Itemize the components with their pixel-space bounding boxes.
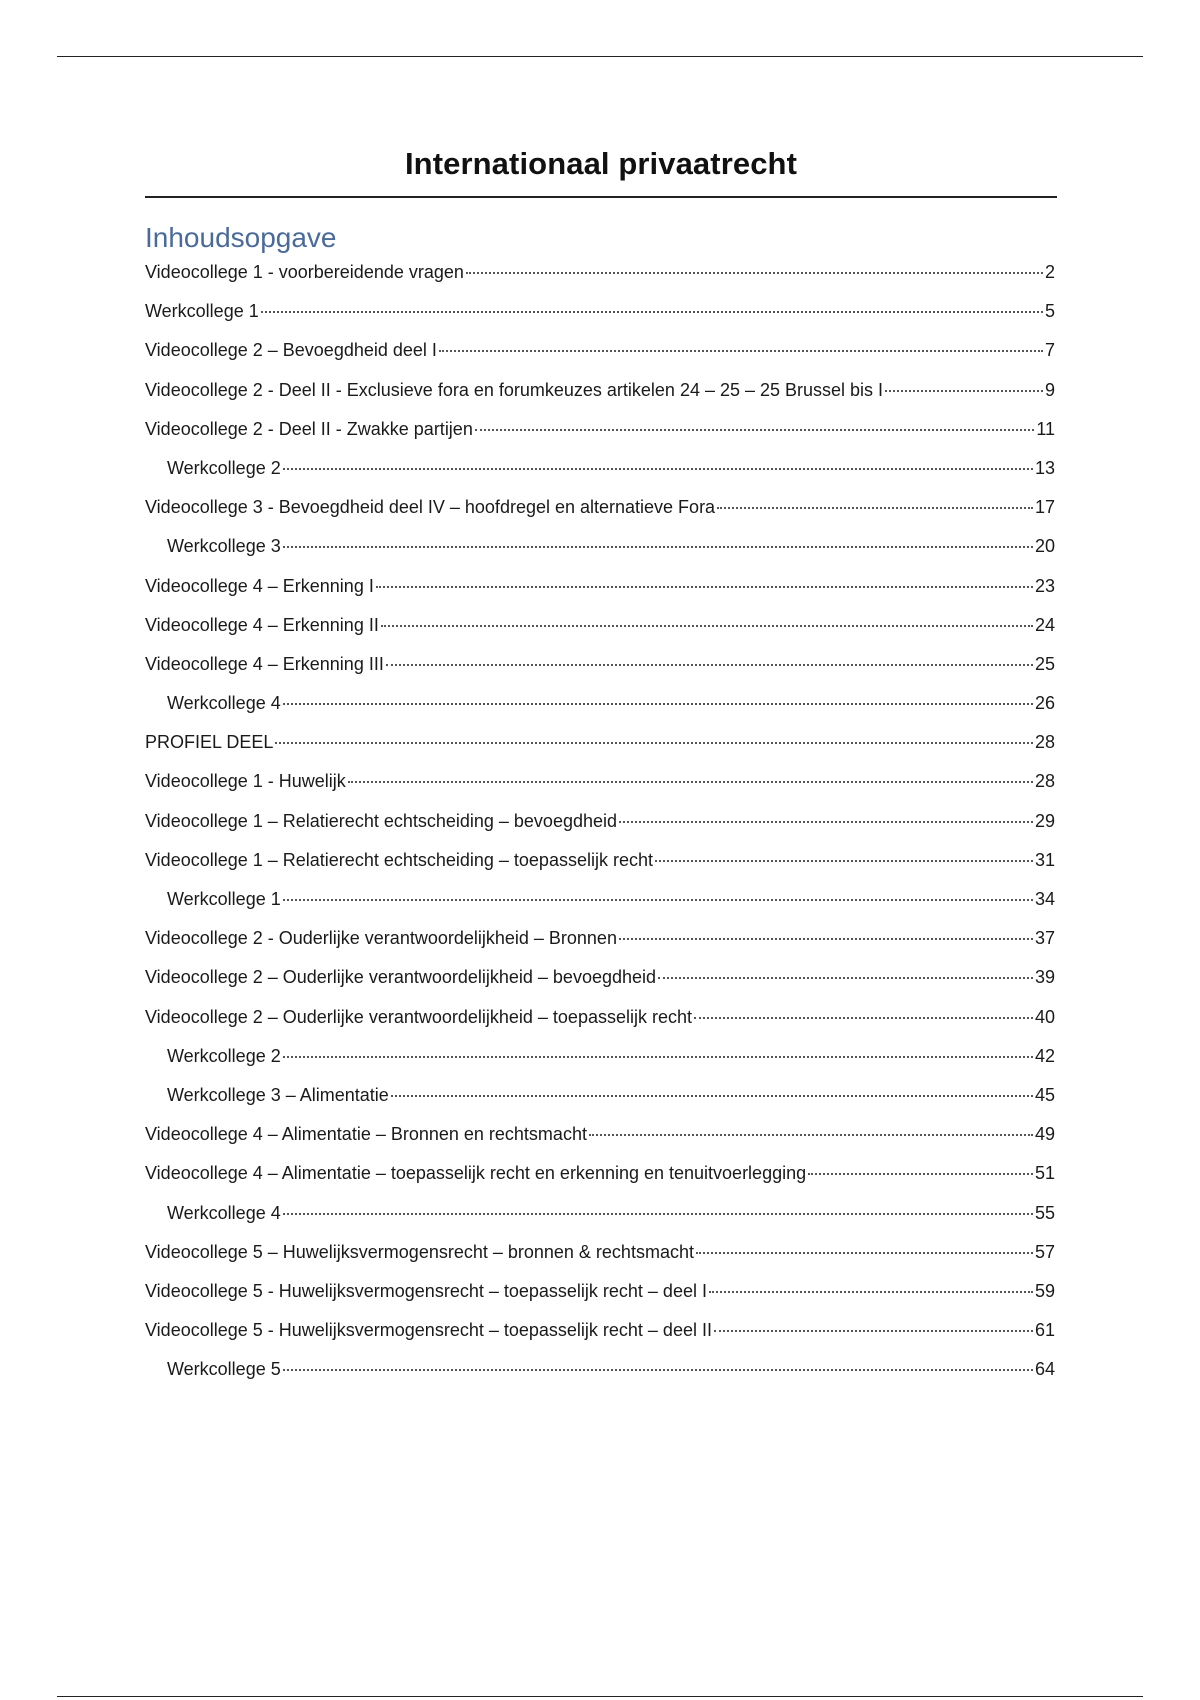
toc-entry[interactable] — [145, 811, 1055, 850]
table-of-contents — [145, 262, 1055, 1398]
toc-entry[interactable] — [145, 419, 1055, 458]
toc-entry-title: Videocollege 4 – Erkenning I — [145, 575, 374, 596]
toc-entry-title: Werkcollege 4 — [167, 1202, 281, 1223]
toc-page-number: 39 — [1034, 967, 1055, 988]
toc-dot-leader — [466, 272, 1043, 274]
toc-entry[interactable] — [145, 771, 1055, 810]
toc-dot-leader — [808, 1173, 1033, 1175]
toc-entry[interactable] — [145, 1124, 1055, 1163]
toc-entry-title: Werkcollege 5 — [167, 1359, 281, 1380]
toc-dot-leader — [619, 938, 1033, 940]
toc-entry[interactable] — [145, 1046, 1055, 1085]
toc-entry[interactable] — [145, 889, 1055, 928]
toc-page-number: 45 — [1034, 1084, 1055, 1105]
toc-entry-title: Werkcollege 4 — [167, 693, 281, 714]
toc-entry[interactable] — [145, 693, 1055, 732]
toc-entry[interactable] — [145, 1007, 1055, 1046]
toc-entry[interactable] — [145, 732, 1055, 771]
toc-entry-title: Videocollege 2 – Ouderlijke verantwoordelijkheid – toepasselijk recht — [145, 1006, 692, 1027]
toc-dot-leader — [275, 742, 1033, 744]
toc-entry[interactable] — [145, 340, 1055, 379]
toc-entry-title: Videocollege 5 - Huwelijksvermogensrecht – toepasselijk recht – deel II — [145, 1320, 712, 1341]
toc-entry-title: Werkcollege 2 — [167, 457, 281, 478]
toc-dot-leader — [283, 703, 1033, 705]
toc-page-number: 28 — [1034, 771, 1055, 792]
toc-entry[interactable] — [145, 928, 1055, 967]
toc-page-number: 20 — [1034, 536, 1055, 557]
toc-page-number: 29 — [1034, 810, 1055, 831]
toc-page-number: 2 — [1044, 262, 1055, 282]
document-title: Internationaal privaatrecht — [404, 146, 798, 181]
toc-heading: Inhoudsopgave — [145, 222, 337, 253]
toc-page-number: 23 — [1034, 575, 1055, 596]
toc-entry[interactable] — [145, 576, 1055, 615]
toc-page-number: 49 — [1034, 1124, 1055, 1145]
toc-entry-title: Videocollege 1 - voorbereidende vragen — [145, 262, 464, 282]
toc-page-number: 26 — [1034, 693, 1055, 714]
toc-entry-title: Videocollege 2 - Deel II - Zwakke partijen — [145, 418, 473, 439]
toc-entry-title: Videocollege 3 - Bevoegdheid deel IV – hoofdregel en alternatieve Fora — [145, 497, 716, 518]
toc-entry-title: Videocollege 4 – Alimentatie – toepasselijk recht en erkenning en tenuitvoerlegging — [145, 1163, 807, 1184]
toc-page-number: 9 — [1044, 379, 1055, 400]
toc-dot-leader — [696, 1252, 1033, 1254]
toc-entry[interactable] — [145, 615, 1055, 654]
toc-dot-leader — [283, 1369, 1033, 1371]
toc-page-number: 37 — [1034, 928, 1055, 949]
toc-page-number: 64 — [1034, 1359, 1055, 1380]
toc-entry[interactable] — [145, 262, 1055, 301]
toc-dot-leader — [589, 1134, 1033, 1136]
toc-entry-title: Videocollege 4 – Erkenning II — [145, 614, 379, 635]
toc-entry[interactable] — [145, 1359, 1055, 1398]
toc-dot-leader — [717, 507, 1033, 509]
toc-entry[interactable] — [145, 1242, 1055, 1281]
toc-entry[interactable] — [145, 654, 1055, 693]
toc-page-number: 40 — [1034, 1006, 1055, 1027]
toc-entry[interactable] — [145, 1320, 1055, 1359]
toc-entry-title: Werkcollege 3 — [167, 536, 281, 557]
toc-entry-title: Videocollege 1 – Relatierecht echtscheiding – toepasselijk recht — [145, 849, 653, 870]
toc-dot-leader — [694, 1017, 1033, 1019]
toc-dot-leader — [283, 546, 1033, 548]
toc-page-number: 13 — [1034, 457, 1055, 478]
toc-dot-leader — [261, 311, 1043, 313]
toc-dot-leader — [658, 977, 1033, 979]
toc-page-number: 24 — [1034, 614, 1055, 635]
toc-dot-leader — [655, 860, 1033, 862]
toc-dot-leader — [283, 1056, 1033, 1058]
toc-entry[interactable] — [145, 1281, 1055, 1320]
toc-dot-leader — [386, 664, 1033, 666]
toc-entry[interactable] — [145, 1085, 1055, 1124]
toc-page-number: 7 — [1044, 340, 1055, 361]
toc-page-number: 28 — [1034, 732, 1055, 753]
toc-dot-leader — [348, 781, 1033, 783]
toc-entry-title: PROFIEL DEEL — [145, 732, 274, 753]
toc-entry[interactable] — [145, 850, 1055, 889]
toc-entry-title: Werkcollege 1 — [145, 301, 259, 322]
toc-page-number: 59 — [1034, 1280, 1055, 1301]
toc-dot-leader — [475, 429, 1034, 431]
toc-page-number: 17 — [1034, 497, 1055, 518]
toc-page-number: 61 — [1034, 1320, 1055, 1341]
toc-entry-title: Videocollege 1 – Relatierecht echtscheiding – bevoegdheid — [145, 810, 618, 831]
toc-dot-leader — [619, 821, 1033, 823]
toc-entry[interactable] — [145, 458, 1055, 497]
toc-dot-leader — [439, 350, 1043, 352]
toc-entry-title: Videocollege 2 – Bevoegdheid deel I — [145, 340, 437, 361]
toc-dot-leader — [376, 586, 1033, 588]
toc-page-number: 57 — [1034, 1241, 1055, 1262]
toc-entry-title: Videocollege 2 – Ouderlijke verantwoordelijkheid – bevoegdheid — [145, 967, 657, 988]
toc-dot-leader — [885, 390, 1043, 392]
toc-entry-title: Werkcollege 2 — [167, 1045, 281, 1066]
toc-dot-leader — [391, 1095, 1033, 1097]
toc-entry[interactable] — [145, 967, 1055, 1006]
title-underline — [145, 196, 1057, 198]
toc-entry[interactable] — [145, 380, 1055, 419]
toc-page-number: 34 — [1034, 889, 1055, 909]
toc-page-number: 25 — [1034, 653, 1055, 674]
toc-entry[interactable] — [145, 301, 1055, 340]
toc-entry-title: Werkcollege 1 — [167, 889, 281, 909]
toc-entry[interactable] — [145, 536, 1055, 575]
toc-dot-leader — [283, 468, 1033, 470]
toc-entry-title: Videocollege 2 - Deel II - Exclusieve fora en forumkeuzes artikelen 24 – 25 – 25 Brussel bis I — [145, 379, 884, 400]
toc-entry-title: Videocollege 5 - Huwelijksvermogensrecht – toepasselijk recht – deel I — [145, 1280, 707, 1301]
toc-entry-title: Videocollege 2 - Ouderlijke verantwoordelijkheid – Bronnen — [145, 928, 617, 949]
toc-dot-leader — [283, 1213, 1033, 1215]
footer-rule — [57, 1696, 1143, 1697]
toc-entry[interactable] — [145, 497, 1055, 536]
toc-entry[interactable] — [145, 1163, 1055, 1202]
toc-entry[interactable] — [145, 1203, 1055, 1242]
toc-entry-title: Werkcollege 3 – Alimentatie — [167, 1084, 389, 1105]
toc-page-number: 51 — [1034, 1163, 1055, 1184]
toc-page-number: 5 — [1044, 301, 1055, 322]
toc-dot-leader — [709, 1291, 1033, 1293]
toc-entry-title: Videocollege 4 – Alimentatie – Bronnen en rechtsmacht — [145, 1124, 587, 1145]
toc-dot-leader — [283, 899, 1033, 901]
toc-page-number: 31 — [1034, 849, 1055, 870]
toc-page-number: 42 — [1034, 1045, 1055, 1066]
toc-page-number: 55 — [1034, 1202, 1055, 1223]
toc-entry-title: Videocollege 1 - Huwelijk — [145, 771, 346, 792]
toc-page-number: 11 — [1036, 418, 1055, 439]
toc-dot-leader — [381, 625, 1033, 627]
toc-entry-title: Videocollege 5 – Huwelijksvermogensrecht – bronnen & rechtsmacht — [145, 1241, 694, 1262]
toc-entry-title: Videocollege 4 – Erkenning III — [145, 653, 384, 674]
toc-dot-leader — [714, 1330, 1033, 1332]
header-rule — [57, 56, 1143, 57]
